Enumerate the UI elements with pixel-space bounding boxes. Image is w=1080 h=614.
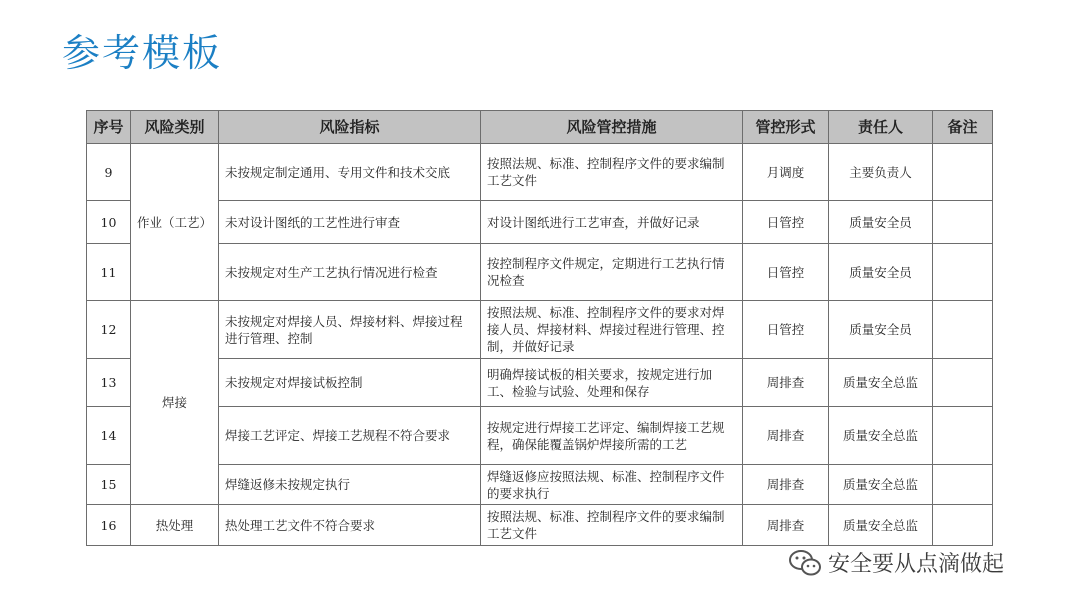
header-note: 备注 [933,111,993,144]
measure-cell: 按照法规、标准、控制程序文件的要求对焊接人员、焊接材料、焊接过程进行管理、控制，并做好记录 [481,301,743,359]
note-cell [933,244,993,301]
measure-cell: 焊缝返修应按照法规、标准、控制程序文件的要求执行 [481,465,743,505]
form-cell: 周排查 [743,359,829,407]
table-row [87,407,993,465]
measure-cell: 按控制程序文件规定，定期进行工艺执行情况检查 [481,244,743,301]
indicator-cell: 焊接工艺评定、焊接工艺规程不符合要求 [219,407,481,465]
table-row [87,244,993,301]
indicator-cell: 未按规定对焊接人员、焊接材料、焊接过程进行管理、控制 [219,301,481,359]
header-owner: 责任人 [829,111,933,144]
category-cell: 焊接 [131,301,219,505]
row-no: 11 [87,244,131,301]
header-form: 管控形式 [743,111,829,144]
row-no: 14 [87,407,131,465]
header-no: 序号 [87,111,131,144]
indicator-cell: 未按规定对焊接试板控制 [219,359,481,407]
owner-cell: 主要负责人 [829,144,933,201]
table-row [87,359,993,407]
form-cell: 周排查 [743,465,829,505]
indicator-cell: 热处理工艺文件不符合要求 [219,505,481,546]
wechat-icon [788,549,822,577]
risk-control-table [86,110,993,546]
row-no: 15 [87,465,131,505]
owner-cell: 质量安全总监 [829,407,933,465]
watermark-text: 安全要从点滴做起 [828,552,1005,577]
note-cell [933,465,993,505]
row-no: 9 [87,144,131,201]
category-cell: 作业（工艺） [131,144,219,301]
table-row [87,144,993,201]
form-cell: 周排查 [743,407,829,465]
table-row [87,201,993,244]
measure-cell: 按规定进行焊接工艺评定、编制焊接工艺规程，确保能覆盖锅炉焊接所需的工艺 [481,407,743,465]
category-cell: 热处理 [131,505,219,546]
table-row [87,301,993,359]
row-no: 12 [87,301,131,359]
note-cell [933,407,993,465]
form-cell: 周排查 [743,505,829,546]
form-cell: 日管控 [743,201,829,244]
indicator-cell: 焊缝返修未按规定执行 [219,465,481,505]
form-cell: 日管控 [743,244,829,301]
table-row [87,505,993,546]
header-indicator: 风险指标 [219,111,481,144]
owner-cell: 质量安全员 [829,244,933,301]
table-row [87,465,993,505]
owner-cell: 质量安全总监 [829,359,933,407]
page-title: 参考模板 [62,31,223,75]
table-header-row [87,111,993,144]
note-cell [933,144,993,201]
owner-cell: 质量安全总监 [829,505,933,546]
note-cell [933,359,993,407]
form-cell: 日管控 [743,301,829,359]
indicator-cell: 未按规定制定通用、专用文件和技术交底 [219,144,481,201]
measure-cell: 对设计图纸进行工艺审查，并做好记录 [481,201,743,244]
row-no: 16 [87,505,131,546]
header-measure: 风险管控措施 [481,111,743,144]
form-cell: 月调度 [743,144,829,201]
owner-cell: 质量安全员 [829,201,933,244]
measure-cell: 明确焊接试板的相关要求，按规定进行加工、检验与试验、处理和保存 [481,359,743,407]
owner-cell: 质量安全总监 [829,465,933,505]
watermark [788,547,1004,578]
indicator-cell: 未对设计图纸的工艺性进行审查 [219,201,481,244]
note-cell [933,301,993,359]
row-no: 13 [87,359,131,407]
indicator-cell: 未按规定对生产工艺执行情况进行检查 [219,244,481,301]
note-cell [933,505,993,546]
row-no: 10 [87,201,131,244]
header-category: 风险类别 [131,111,219,144]
note-cell [933,201,993,244]
measure-cell: 按照法规、标准、控制程序文件的要求编制工艺文件 [481,144,743,201]
measure-cell: 按照法规、标准、控制程序文件的要求编制工艺文件 [481,505,743,546]
owner-cell: 质量安全员 [829,301,933,359]
